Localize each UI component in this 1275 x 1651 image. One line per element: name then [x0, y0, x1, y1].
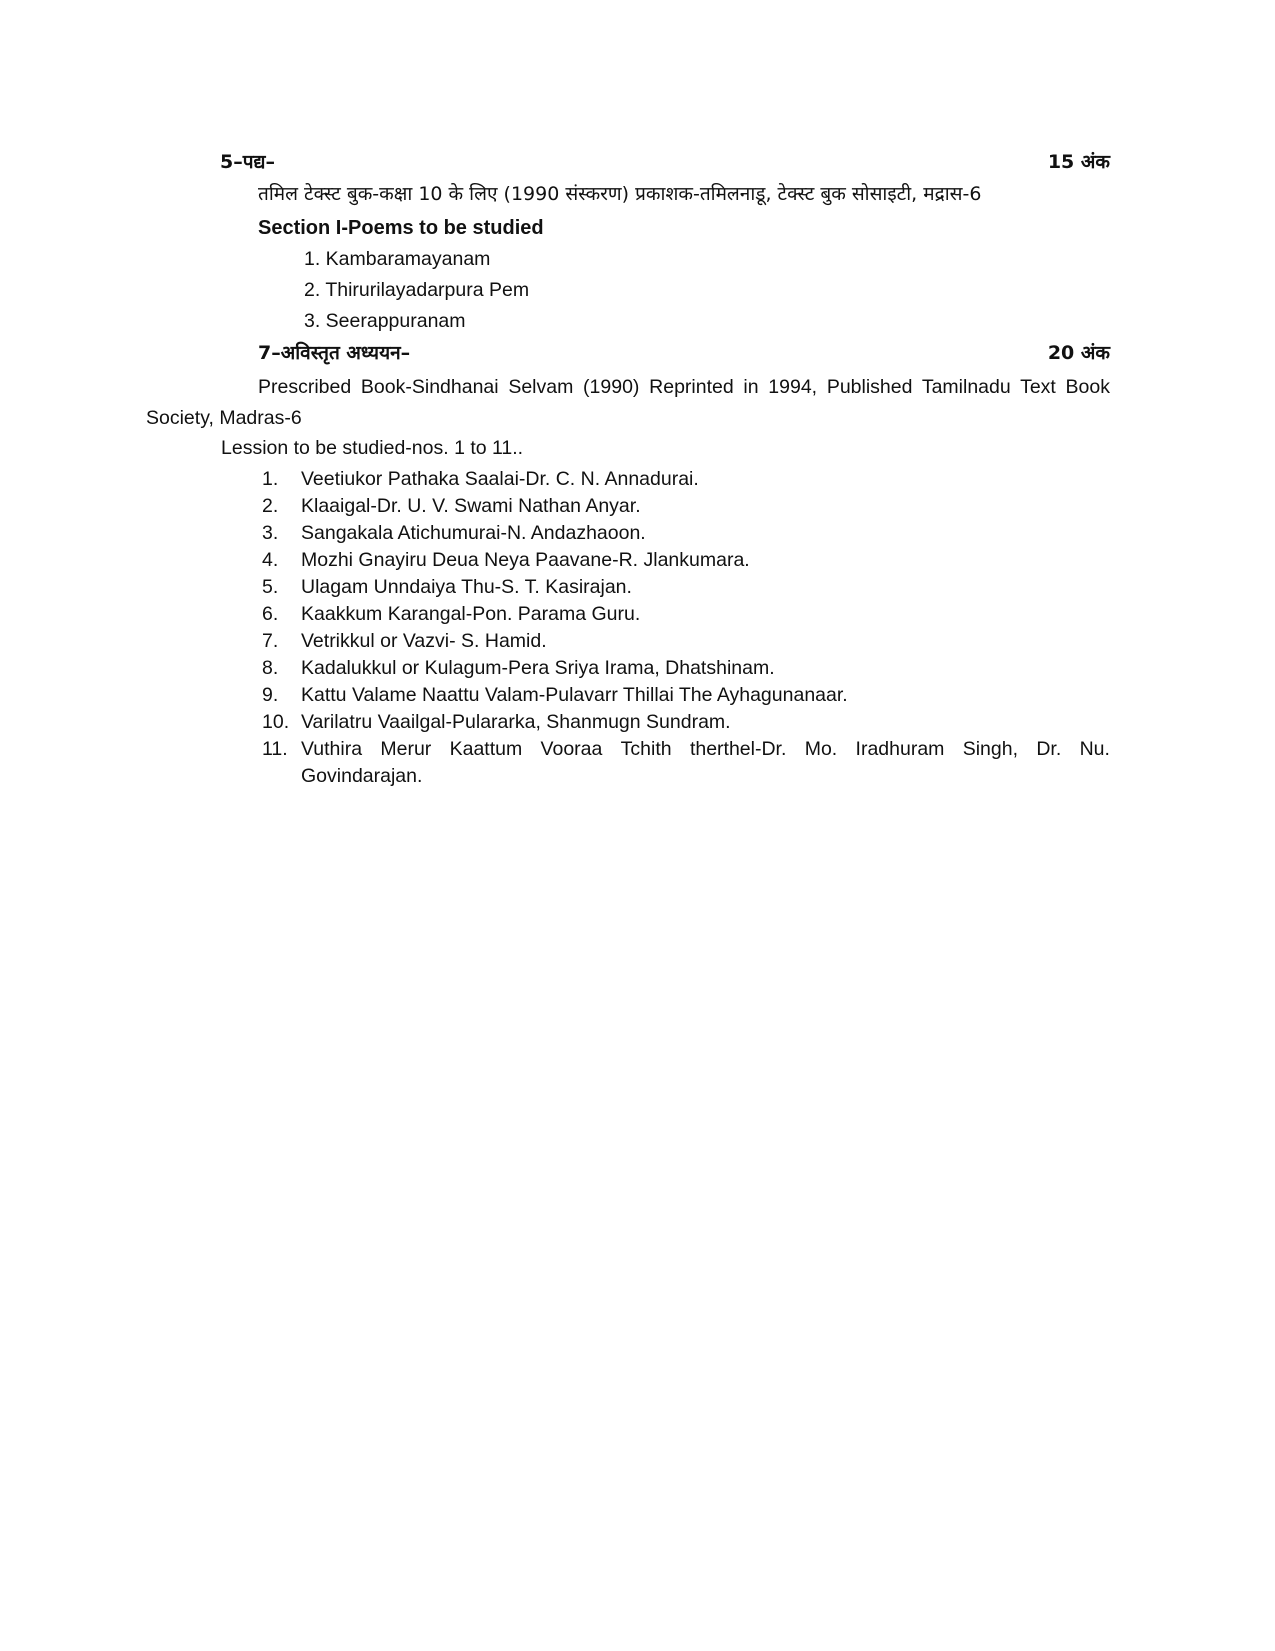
lesson-number: 10.: [262, 711, 290, 733]
word: Singh,: [962, 738, 1019, 760]
section7-heading: 7–अविस्तृत अध्ययन–: [258, 342, 411, 364]
lesson-number: 1.: [262, 468, 279, 490]
lesson-text: Kaakkum Karangal-Pon. Parama Guru.: [301, 603, 641, 625]
lesson-text: Sangakala Atichumurai-N. Andazhaoon.: [301, 522, 646, 544]
section7-marks: 20 अंक: [1047, 342, 1110, 364]
word: Vooraa: [540, 738, 603, 760]
word: Iradhuram: [855, 738, 945, 760]
lesson-number: 7.: [262, 630, 279, 652]
lesson-text: Kadalukkul or Kulagum-Pera Sriya Irama, Dhatshinam.: [301, 657, 775, 679]
lessons-intro: Lession to be studied-nos. 1 to 11..: [221, 437, 524, 459]
lesson-number: 5.: [262, 576, 279, 598]
word: Vuthira: [301, 738, 363, 760]
lesson-number: 11.: [262, 738, 288, 760]
lesson-text: Veetiukor Pathaka Saalai-Dr. C. N. Annadurai.: [301, 468, 699, 490]
lesson-text: Vetrikkul or Vazvi- S. Hamid.: [301, 630, 547, 652]
section5-heading: 5–पद्य–: [220, 151, 275, 173]
word: Nu.: [1079, 738, 1110, 760]
lesson-text: Klaaigal-Dr. U. V. Swami Nathan Anyar.: [301, 495, 641, 517]
lesson-number: 3.: [262, 522, 279, 544]
poem-item: 2. Thirurilayadarpura Pem: [304, 279, 530, 301]
lesson-text: Mozhi Gnayiru Deua Neya Paavane-R. Jlankumara.: [301, 549, 750, 571]
lesson-number: 6.: [262, 603, 279, 625]
lesson-text: Ulagam Unndaiya Thu-S. T. Kasirajan.: [301, 576, 632, 598]
lesson-text: Kattu Valame Naattu Valam-Pulavarr Thillai The Ayhagunanaar.: [301, 684, 848, 706]
lesson-text: [301, 736, 1110, 762]
lesson-number: 4.: [262, 549, 279, 571]
section5-text: तमिल टेक्स्ट बुक-कक्षा 10 के लिए (1990 संस्करण) प्रकाशक-तमिलनाडू, टेक्स्ट बुक सोसाइटी, मद्रास-6: [258, 183, 982, 205]
poems-heading: Section I-Poems to be studied: [258, 217, 544, 239]
section5-marks: 15 अंक: [1047, 151, 1110, 173]
word: therthel-Dr.: [689, 738, 787, 760]
word: Kaattum: [449, 738, 523, 760]
poem-item: 1. Kambaramayanam: [304, 248, 491, 270]
lesson-number: 8.: [262, 657, 279, 679]
prescribed-book-line2: Society, Madras-6: [146, 407, 302, 429]
word: Mo.: [804, 738, 838, 760]
word: Tchith: [620, 738, 672, 760]
word: Merur: [380, 738, 432, 760]
list-item-continuation: Govindarajan.: [301, 765, 423, 787]
prescribed-book-line1: Prescribed Book-Sindhanai Selvam (1990) Reprinted in 1994, Published Tamilnadu Text Book: [258, 376, 1110, 398]
word: Dr.: [1036, 738, 1062, 760]
poem-item: 3. Seerappuranam: [304, 310, 466, 332]
lesson-number: 2.: [262, 495, 279, 517]
lesson-number: 9.: [262, 684, 279, 706]
lesson-text: Varilatru Vaailgal-Pulararka, Shanmugn Sundram.: [301, 711, 731, 733]
